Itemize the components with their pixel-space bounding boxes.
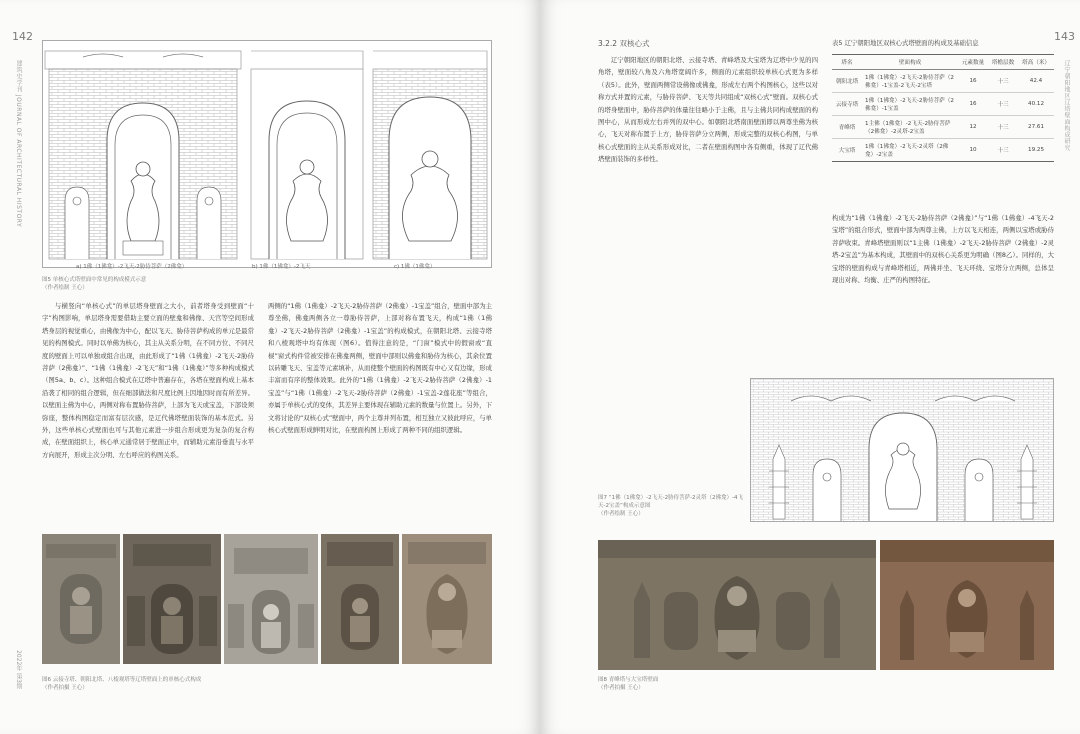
paragraph: 辽宁朝阳地区的朝阳北塔、云接寺塔、青峰塔及大宝塔为辽塔中少见的四角塔，壁面较八角及六角塔宽阔许多，侧面的元素组织较单核心式更为多样（表5）。此外，壁面两侧常设佛像或佛龛，形成左右两个构图核心，这些以对称方式并置的元素，与胁侍菩萨、飞天等共同组成“双核心式”壁面。双核心式的塔身壁面中，胁侍菩萨的体量往往略小于主佛，且与主佛共同构成壁面的构图中心，从而形成左右并列的双中心。如朝阳北塔南面壁面即以两尊坐佛为核心，飞天对称布置于上方，胁侍菩萨分立两侧，形成完整的双核心构图，与单核心式壁面的主从关系形成对比，二者在壁面构图中各有侧重，体现了辽代佛塔壁面装饰的多样性。: [598, 56, 818, 164]
table-5-title: 表5 辽宁朝阳地区双核心式塔壁面的构成及基础信息: [832, 39, 979, 47]
eave-tiers: 十三: [988, 116, 1018, 139]
figure-5-drawing: [42, 40, 492, 268]
eave-tiers: 十三: [988, 139, 1018, 162]
wall-composition: 1佛（1佛龛）-2飞天-2灵塔（2佛龛）-2宝盖: [862, 139, 958, 162]
page-number: 142: [12, 30, 33, 43]
right-page: [540, 0, 1080, 734]
paragraph: 与横竖向“单核心式”的单层塔身壁面之大小，前者塔身受到壁面“十字”构图影响，单层塔身需要借助主要立面的壁龛和佛像、天宫等空间形成塔身层的视觉重心，由佛像为中心，配以飞天、胁侍菩萨构成的单元是最常见的构图模式。同时以单佛为核心，其主从关系分明，在不同方位、不同尺度的壁面上可以单独或组合出现，由此形成了“1佛（1佛龛）-2飞天-2胁侍菩萨（2佛龛）”、“1佛（1佛龛）-2飞天”和“1佛（1佛龛）”等多种构成模式（图5a、b、c）。这种组合模式在辽塔中普遍存在，各塔在壁面构成上基本沿袭了相同的组合逻辑，但在细部做法和尺度比例上因地因时而有所差异。以壁面主佛为中心，两侧对称布置胁侍菩萨，上部为飞天或宝盖，下部设须弥座，整体构图稳定而富有层次感，是辽代佛塔壁面装饰的基本范式。另外，这些单核心式壁面也可与其他元素进一步组合形成更为复杂的复合构成，在壁面组织上，核心单元通常居于壁面正中，而辅助元素沿垂直与水平方向展开，形成主次分明、左右呼应的构图关系。: [42, 302, 254, 459]
table-row: [832, 116, 1054, 139]
figure-6-photo-4: [321, 534, 399, 664]
figure-6-photo-5: [402, 534, 492, 664]
panel-b-drawing: [251, 51, 363, 259]
right-body-column-2: [832, 212, 1054, 364]
figure-5-panel-b-label: b) 1佛（1佛龛）-2飞天: [252, 264, 311, 270]
figure-8-caption: 图8 青峰塔与大宝塔壁面 （作者拍摄 王心）: [598, 677, 659, 691]
figure-5-caption: 图5 单核心式塔壁面中常见的构成模式示意 （作者绘制 王心）: [42, 277, 147, 291]
figure-7-drawing: [750, 378, 1054, 522]
left-body-column-1: [42, 300, 254, 524]
running-head: 辽宁朝阳地区辽塔壁面构成研究: [1063, 60, 1070, 151]
page-number: 143: [1054, 30, 1075, 43]
panel-a-drawing: [45, 51, 241, 259]
panel-c-drawing: [373, 51, 487, 259]
column-header: 元素数量: [958, 55, 988, 70]
wall-composition: 1主佛（1佛龛）-2飞天-2胁侍菩萨（2佛龛）-2灵塔-2宝盖: [862, 116, 958, 139]
figure-6-photo-2: [123, 534, 221, 664]
element-count: 10: [958, 139, 988, 162]
figure-7-caption: 图7 “1佛（1佛龛）-2飞天-2胁侍菩萨-2灵塔（2佛龛）-4飞天-2宝盖”构成示意图 （作者绘制 王心）: [598, 495, 744, 517]
column-header: 壁面构成: [862, 55, 958, 70]
tower-height: 40.12: [1018, 93, 1054, 116]
table-header-row: [832, 55, 1054, 70]
element-count: 16: [958, 93, 988, 116]
paragraph: 两侧的“1佛（1佛龛）-2飞天-2胁侍菩萨（2佛龛）-1宝盖”组合，壁面中部为主尊坐佛，佛龛两侧各立一尊胁侍菩萨，上部对称布置飞天，构成“1佛（1佛龛）-2飞天-2胁侍菩萨（2佛龛）-1宝盖”的构成模式，在朝阳北塔、云接寺塔和八棱观塔中均有体现（图6）。值得注意的是，“门窗”模式中的假窗或“直棂”窗式构件常被安排在佛龛两侧，壁面中部则以佛龛和胁侍为核心，其余位置以砖雕飞天、宝盖等元素填补，从而使整个壁面的构图既有中心又有边缘，形成丰富而有序的整体效果。此外的“1佛（1佛龛）-2飞天-2胁侍菩萨（2佛龛）-1宝盖”与“1佛（1佛龛）-2飞天-2胁侍菩萨（2佛龛）-1宝盖-2莲花座”等组合，亦属于单核心式的变体，其差异主要体现在辅助元素的数量与位置上。另外，下文将讨论的“双核心式”壁面中，两个主尊并列布置，相互独立又彼此呼应，与单核心式壁面形成鲜明对比，在壁面构图上形成了两种不同的组织逻辑。: [268, 302, 492, 435]
paragraph: 构成为“1佛（1佛龛）-2飞天-2胁侍菩萨（2佛龛）”与“1佛（1佛龛）-4飞天-2宝塔”的组合形式，壁面中部为两尊主佛，上方以飞天相连，两侧以宝塔或胁侍菩萨收束。青峰塔壁面则以“1主佛（1佛龛）-2飞天-2胁侍菩萨（2佛龛）-2灵塔-2宝盖”为基本构成，其壁面中的双核心关系更为明确（图8乙）。同样的，大宝塔的壁面构成与青峰塔相近，两佛并坐、飞天环绕、宝塔分立两侧，总体呈现出对称、均衡、庄严的构图特征。: [832, 214, 1054, 285]
table-row: [832, 93, 1054, 116]
figure-6-photo-1: [42, 534, 120, 664]
table-row: [832, 70, 1054, 93]
tower-name: 青峰塔: [832, 116, 862, 139]
column-header: 塔名: [832, 55, 862, 70]
element-count: 16: [958, 70, 988, 93]
figure-5-panel-c-label: c) 1佛（1佛龛）: [394, 264, 436, 270]
element-count: 12: [958, 116, 988, 139]
figure-8-photo-2: [880, 540, 1054, 670]
tower-name: 朝阳北塔: [832, 70, 862, 93]
table-row: [832, 139, 1054, 162]
column-header: 塔檐层数: [988, 55, 1018, 70]
wall-composition: 1佛（1佛龛）-2飞天-2胁侍菩萨（2佛龛）-1宝盖-2飞天-2宝塔: [862, 70, 958, 93]
wall-composition: 1佛（1佛龛）-2飞天-2胁侍菩萨（2佛龛）-1宝盖: [862, 93, 958, 116]
section-heading: 3.2.2 双核心式: [598, 39, 650, 48]
tower-height: 19.25: [1018, 139, 1054, 162]
tower-height: 27.61: [1018, 116, 1054, 139]
tower-name: 大宝塔: [832, 139, 862, 162]
issue-label: 2022年 第3期: [15, 650, 22, 689]
eave-tiers: 十三: [988, 70, 1018, 93]
eave-tiers: 十三: [988, 93, 1018, 116]
figure-6-photo-3: [224, 534, 318, 664]
column-header: 塔高（米）: [1018, 55, 1054, 70]
tower-height: 42.4: [1018, 70, 1054, 93]
running-head: 建筑史学刊 JOURNAL OF ARCHITECTURAL HISTORY: [15, 60, 22, 228]
right-body-column-1: [598, 54, 818, 364]
left-body-column-2: [268, 300, 492, 524]
figure-8-photo-1: [598, 540, 876, 670]
table-5: [832, 54, 1054, 162]
tower-name: 云接寺塔: [832, 93, 862, 116]
figure-6-caption: 图6 云接寺塔、朝阳北塔、八棱观塔等辽塔壁面上的单核心式构成 （作者拍摄 王心）: [42, 677, 202, 691]
figure-5-panel-a-label: a) 1佛（1佛龛）-2飞天-2胁侍菩萨（2佛龛）: [76, 264, 188, 270]
